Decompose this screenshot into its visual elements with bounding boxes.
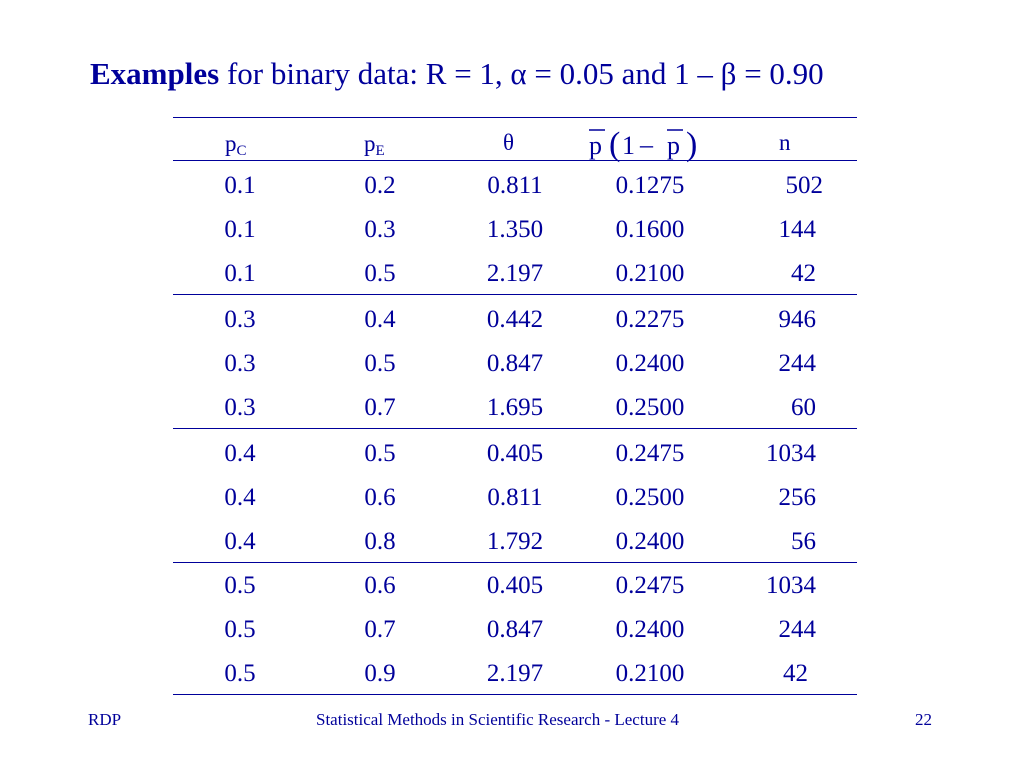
cell-pe: 0.6 (364, 572, 396, 599)
cell-pbar: 0.2100 (615, 260, 685, 287)
cell-pbar: 0.2500 (615, 484, 685, 511)
table-bottom-rule (173, 694, 857, 695)
cell-n: 1034 (766, 572, 816, 599)
cell-pe: 0.2 (364, 172, 396, 199)
cell-pbar: 0.2500 (615, 394, 685, 421)
header-pc-sub: C (236, 143, 247, 159)
cell-pc: 0.1 (224, 260, 256, 287)
slide-title (90, 54, 824, 94)
header-pc-base: p (225, 131, 237, 156)
cell-n: 144 (778, 216, 816, 243)
pbar-p-1: p (589, 131, 602, 160)
cell-pe: 0.7 (364, 616, 396, 643)
table-header-rule (173, 160, 857, 161)
cell-n: 256 (778, 484, 816, 511)
cell-pe: 0.7 (364, 394, 396, 421)
cell-pe: 0.5 (364, 260, 396, 287)
cell-pc: 0.5 (224, 616, 256, 643)
cell-pc: 0.3 (224, 306, 256, 333)
cell-pbar: 0.2475 (615, 440, 685, 467)
header-theta: θ (503, 130, 515, 155)
cell-pbar: 0.2275 (615, 306, 685, 333)
cell-n: 42 (783, 660, 808, 687)
table-top-rule (173, 117, 857, 118)
cell-pe: 0.6 (364, 484, 396, 511)
cell-pc: 0.3 (224, 350, 256, 377)
slide-title-rest: for binary data: R = 1, α = 0.05 and 1 – β = 0.90 (219, 56, 824, 91)
cell-n: 502 (785, 172, 823, 199)
cell-n: 42 (791, 260, 816, 287)
cell-theta: 0.847 (486, 350, 544, 377)
cell-pbar: 0.1275 (615, 172, 685, 199)
pbar-one: 1 (622, 131, 635, 160)
header-pe (364, 129, 385, 166)
pbar-minus: – (640, 130, 653, 159)
cell-theta: 1.792 (486, 528, 544, 555)
cell-theta: 0.811 (487, 484, 543, 511)
cell-theta: 0.847 (486, 616, 544, 643)
cell-pc: 0.4 (224, 484, 256, 511)
cell-pbar: 0.2475 (615, 572, 685, 599)
cell-theta: 2.197 (486, 260, 544, 287)
footer-author: RDP (88, 710, 122, 729)
header-n: n (779, 130, 791, 155)
cell-n: 1034 (766, 440, 816, 467)
cell-n: 60 (791, 394, 816, 421)
cell-pc: 0.1 (224, 172, 256, 199)
pbar-open-paren: ( (609, 126, 621, 163)
pbar-close-paren: ) (686, 126, 698, 163)
cell-pbar: 0.2100 (615, 660, 685, 687)
cell-pe: 0.5 (364, 440, 396, 467)
cell-theta: 0.405 (486, 440, 544, 467)
cell-pc: 0.3 (224, 394, 256, 421)
cell-pc: 0.1 (224, 216, 256, 243)
cell-n: 244 (778, 350, 816, 377)
cell-pe: 0.3 (364, 216, 396, 243)
cell-pc: 0.5 (224, 660, 256, 687)
cell-pc: 0.4 (224, 528, 256, 555)
cell-theta: 2.197 (486, 660, 544, 687)
cell-pe: 0.8 (364, 528, 396, 555)
table-group-rule (173, 294, 857, 295)
cell-pe: 0.4 (364, 306, 396, 333)
cell-theta: 1.350 (486, 216, 544, 243)
cell-pe: 0.9 (364, 660, 396, 687)
cell-pbar: 0.2400 (615, 616, 685, 643)
cell-theta: 0.811 (487, 172, 543, 199)
cell-theta: 1.695 (486, 394, 544, 421)
cell-pbar: 0.2400 (615, 350, 685, 377)
pbar-p-2: p (667, 131, 680, 160)
cell-n: 244 (778, 616, 816, 643)
header-pe-sub: E (375, 143, 385, 159)
table-group-rule (173, 562, 857, 563)
cell-n: 946 (778, 306, 816, 333)
table-group-rule (173, 428, 857, 429)
cell-pc: 0.4 (224, 440, 256, 467)
slide-title-bold: Examples (90, 56, 220, 91)
cell-theta: 0.442 (486, 306, 544, 333)
cell-pbar: 0.2400 (615, 528, 685, 555)
header-pc (225, 129, 247, 166)
cell-pc: 0.5 (224, 572, 256, 599)
cell-theta: 0.405 (486, 572, 544, 599)
header-pbar-formula (585, 124, 715, 164)
header-pe-base: p (364, 131, 376, 156)
footer-page-number: 22 (915, 710, 932, 729)
cell-n: 56 (791, 528, 816, 555)
cell-pe: 0.5 (364, 350, 396, 377)
cell-pbar: 0.1600 (615, 216, 685, 243)
footer-lecture-title: Statistical Methods in Scientific Research - Lecture 4 (316, 710, 680, 729)
